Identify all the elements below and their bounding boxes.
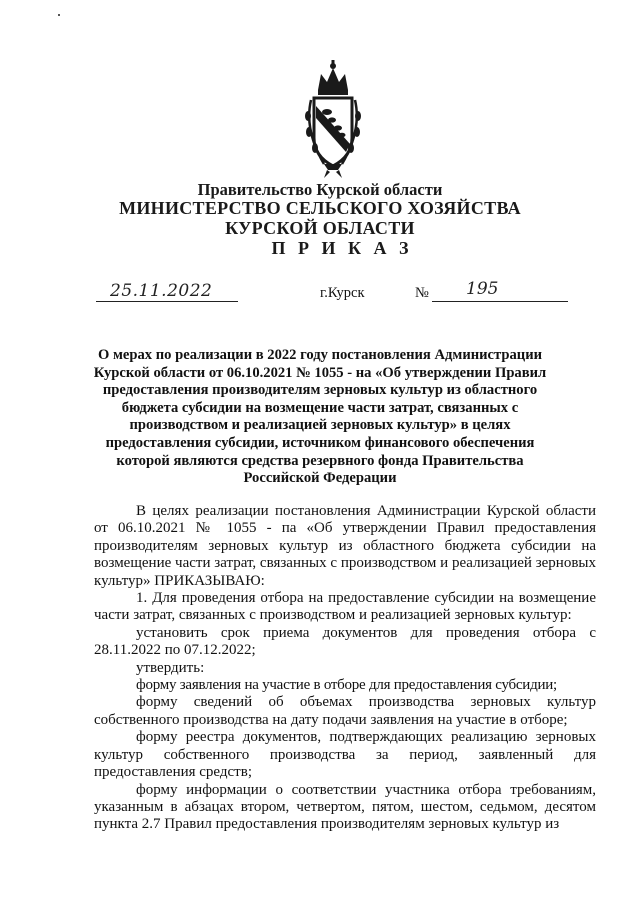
body-paragraph: форму заявления на участие в отборе для предоставления субсидии; [136, 677, 557, 694]
body-paragraph: установить срок приема документов для проведения отбора с 28.11.2022 по 07.12.2022; [94, 624, 596, 659]
order-number: 195 [466, 279, 499, 299]
body-paragraph: форму информации о соответствии участника отбора требованиям, указанным в абзацах втором, четвертом, пятом, шестом, седьмом, десятом пункта 2.7 Правил предоставления производителям зерновых культур из [94, 781, 596, 833]
order-title: О мерах по реализации в 2022 году постановления Администрации Курской области от 06.10.2021 № 1055 - на «Об утверждении Правил предоставления производителям зерновых культур из областного бюджета субсидии на возмещение части затрат, связанных с производством и реализацией зерновых культур» в целях предоставления субсидии, источником финансового обеспечения которой являются средства резервного фонда Правительства Российской Федерации [93, 347, 547, 487]
number-underline [432, 301, 568, 302]
order-dateline [0, 279, 640, 307]
number-sign: № [415, 285, 429, 301]
order-date: 25.11.2022 [110, 281, 213, 301]
coat-of-arms-emblem [294, 60, 372, 178]
body-paragraph: 1. Для проведения отбора на предоставление субсидии на возмещение части затрат, связанных с производством и реализацией зерновых культур: [94, 590, 596, 624]
government-name: Правительство Курской области [197, 180, 443, 199]
order-city: г.Курск [320, 285, 365, 301]
ministry-name: МИНИСТЕРСТВО СЕЛЬСКОГО ХОЗЯЙСТВА [119, 198, 521, 218]
body-paragraph: В целях реализации постановления Администрации Курской области от 06.10.2021 № 1055 - па «Об утверждении Правил предоставления производителям зерновых культур из областного бюджета субсидии на возмещение части затрат, связанных с производством и реализацией зерновых культур» ПРИКАЗЫВАЮ: [94, 503, 596, 589]
document-type: П Р И К А З [271, 238, 413, 258]
scan-speck [58, 14, 60, 16]
order-body [94, 503, 596, 834]
date-underline [96, 301, 238, 302]
body-paragraph: утвердить: [136, 659, 205, 676]
region-name: КУРСКОЙ ОБЛАСТИ [225, 218, 415, 238]
body-paragraph: форму реестра документов, подтверждающих реализацию зерновых культур собственного производства за период, заявленный для предоставления средств; [94, 729, 596, 781]
body-paragraph: форму сведений об объемах производства зерновых культур собственного производства на дату подачи заявления на участие в отборе; [94, 694, 596, 728]
